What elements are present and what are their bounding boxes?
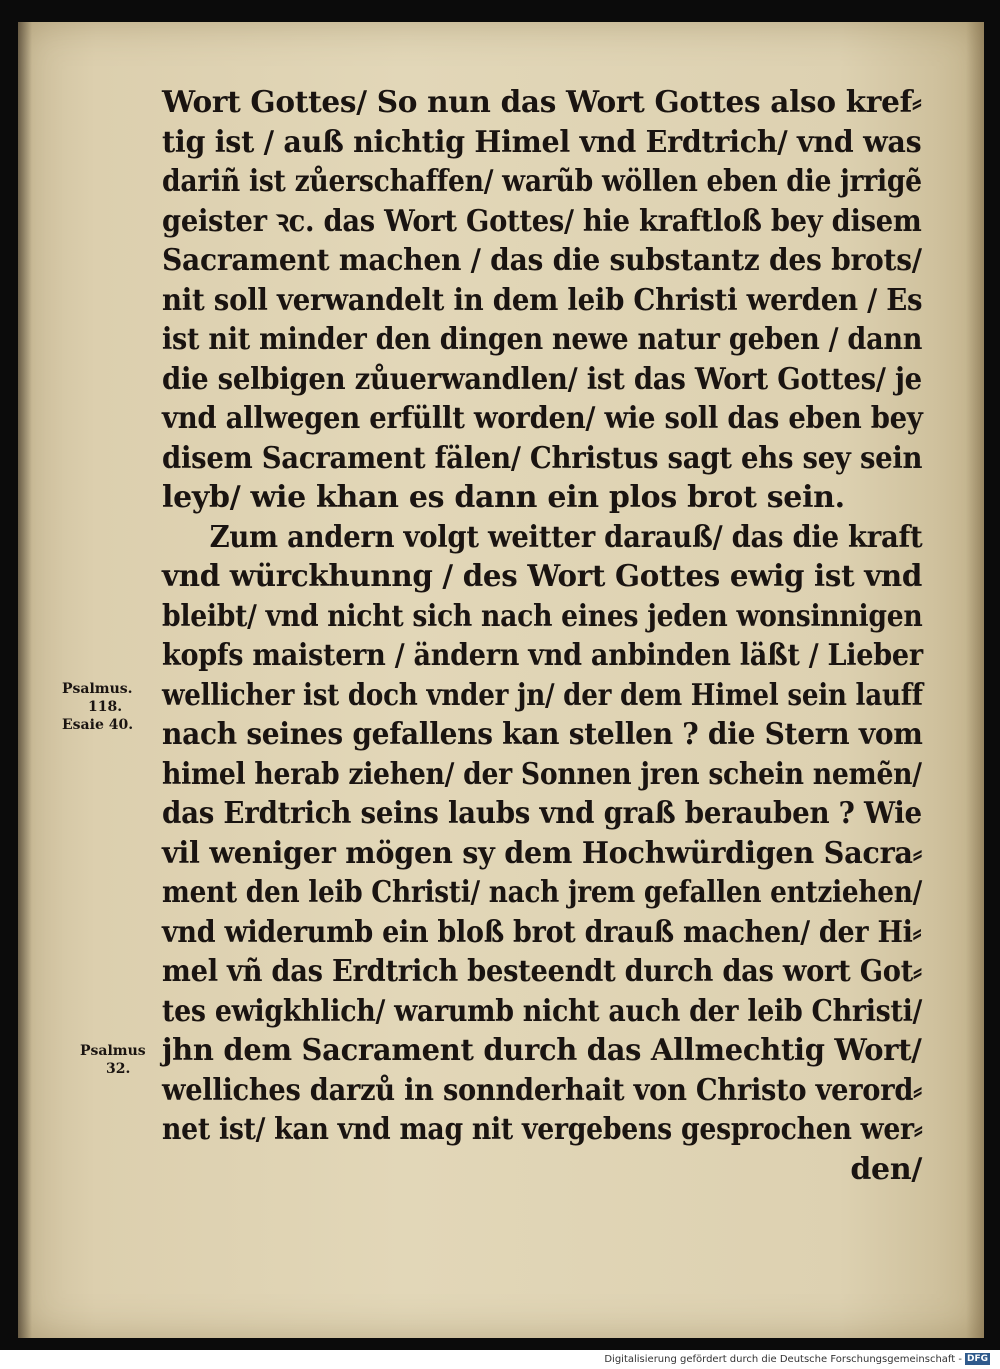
marginal-line: Psalmus. (62, 681, 133, 697)
text-line: die selbigen zůuerwandlen/ ist das Wort Gottes/ je (162, 361, 922, 397)
text-line: ist nit minder den dingen newe natur geben / dann (162, 322, 923, 357)
text-line: den/ (850, 1151, 922, 1187)
text-line: welliches darzů in sonnderhait von Christo verord⸗ (162, 1072, 922, 1108)
marginal-note-psalm-118 (62, 680, 133, 734)
text-line: mel vñ das Erdtrich besteendt durch das wort Got⸗ (162, 954, 922, 989)
text-line: bleibt/ vnd nicht sich nach eines jeden wonsinnigen (162, 598, 923, 634)
digitization-footer (0, 1353, 990, 1367)
marginal-line: 118. (88, 699, 123, 715)
text-line: vil weniger mögen sy dem Hochwürdigen Sacra⸗ (162, 835, 923, 871)
text-line: vnd widerumb ein bloß brot drauß machen/ der Hi⸗ (162, 914, 922, 950)
main-text-block (162, 83, 922, 1189)
text-line: das Erdtrich seins laubs vnd graß berauben ? Wie (162, 796, 922, 831)
text-line: leyb/ wie khan es dann ein plos brot sein. (162, 480, 845, 515)
text-line: tes ewigkhlich/ warumb nicht auch der leib Christi/ (162, 993, 923, 1029)
footer-credit-text: Digitalisierung gefördert durch die Deutsche Forschungsgemeinschaft - (604, 1354, 962, 1365)
text-line: dariñ ist zůerschaffen/ warũb wöllen eben die jrrigẽ (162, 164, 922, 199)
marginal-note-psalm-32 (80, 1042, 146, 1078)
text-line: vnd allwegen erfüllt worden/ wie soll das eben bey (162, 401, 923, 436)
page-gutter-shadow (18, 22, 32, 1338)
text-line: nit soll verwandelt in dem leib Christi werden / Es (162, 282, 923, 318)
page-edge-shadow (966, 22, 984, 1338)
marginal-line: Esaie 40. (62, 717, 134, 733)
text-line: Wort Gottes/ So nun das Wort Gottes also kref⸗ (162, 85, 922, 120)
marginal-line: Psalmus (80, 1043, 146, 1059)
text-line: geister ꝛc. das Wort Gottes/ hie kraftloß bey disem (162, 203, 922, 239)
text-line: ment den leib Christi/ nach jrem gefallen entziehen/ (162, 875, 922, 910)
dfg-logo: DFG (966, 1354, 988, 1364)
text-line: wellicher ist doch vnder jn/ der dem Himel sein lauff (162, 677, 923, 713)
text-line: kopfs maistern / ändern vnd anbinden läßt / Lieber (162, 638, 923, 673)
text-line: disem Sacrament fälen/ Christus sagt ehs sey sein (162, 440, 923, 476)
text-line: Zum andern volgt weitter darauß/ das die kraft (209, 519, 923, 555)
text-line: Sacrament machen / das die substantz des brots/ (162, 243, 922, 278)
text-line: vnd würckhunng / des Wort Gottes ewig ist vnd (162, 559, 923, 594)
text-line: jhn dem Sacrament durch das Allmechtig Wort/ (162, 1033, 922, 1068)
text-line: nach seines gefallens kan stellen ? die Stern vom (162, 717, 923, 752)
marginal-line: 32. (106, 1061, 131, 1077)
text-line: himel herab ziehen/ der Sonnen jren schein nemẽn/ (162, 756, 922, 792)
text-line: net ist/ kan vnd mag nit vergebens gesprochen wer⸗ (162, 1112, 923, 1147)
text-line: tig ist / auß nichtig Himel vnd Erdtrich/ vnd was (162, 124, 922, 160)
